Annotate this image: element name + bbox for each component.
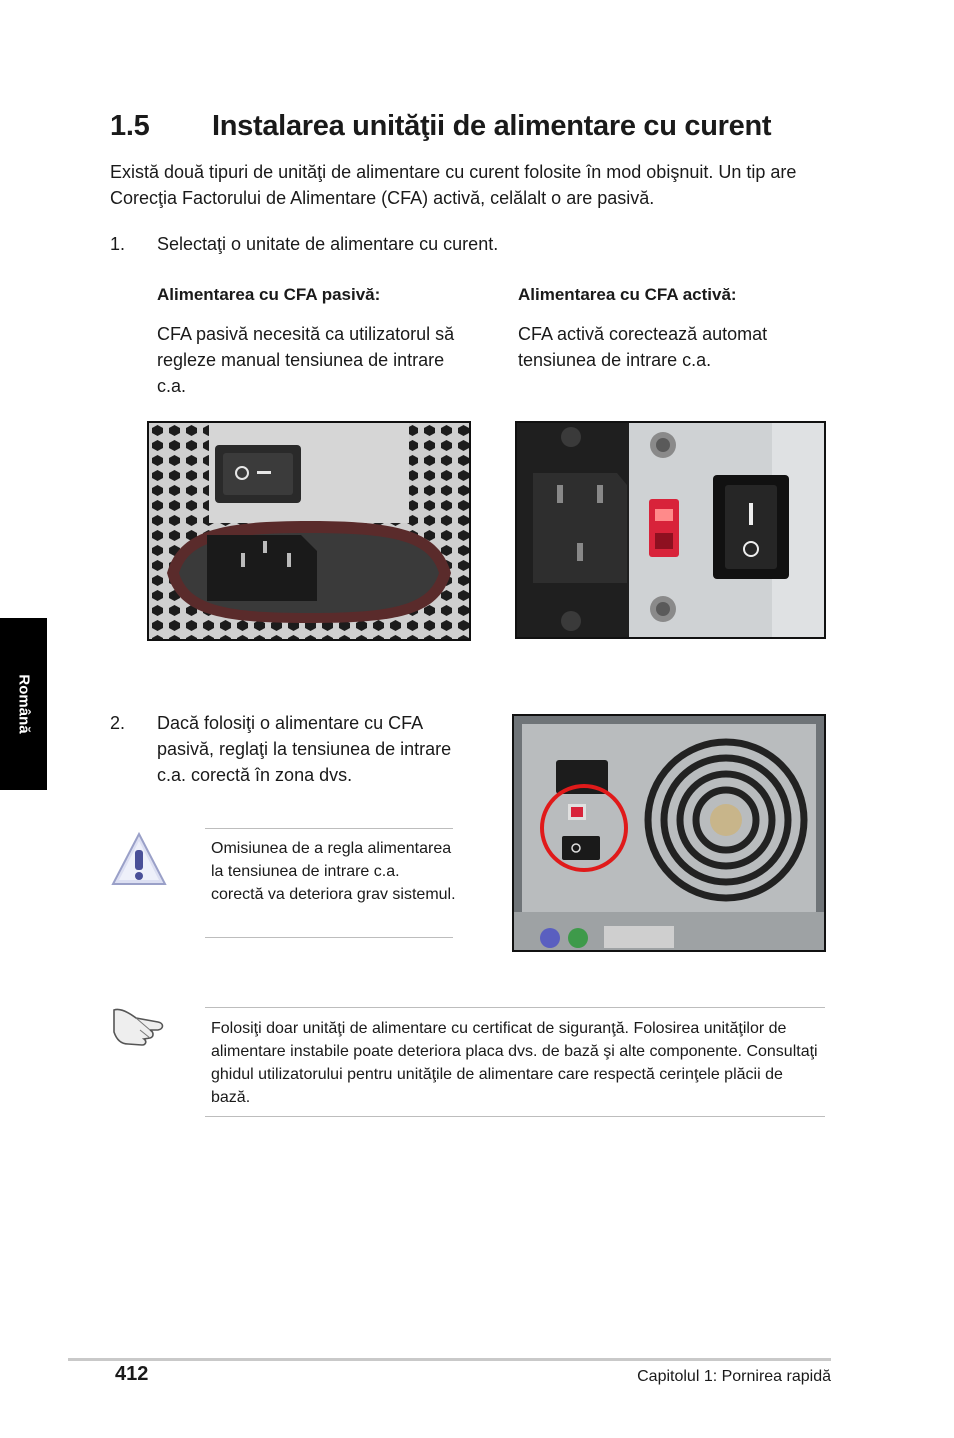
hand-note-icon <box>110 1004 168 1048</box>
language-label: Română <box>15 674 32 734</box>
active-text: CFA activă corectează automat tensiunea de intrare c.a. <box>518 324 768 370</box>
warning-rule-top <box>205 828 453 829</box>
step2-number: 2. <box>110 713 126 733</box>
step1-number: 1. <box>110 234 126 254</box>
active-title: Alimentarea cu CFA activă: <box>518 285 737 304</box>
info-rule-bottom <box>205 1116 825 1117</box>
chapter-title: Capitolul 1: Pornirea rapidă <box>637 1368 831 1385</box>
warning-rule-bottom <box>205 937 453 938</box>
language-side-tab <box>0 618 47 790</box>
section-title: Instalarea unităţii de alimentare cu curent <box>212 110 772 142</box>
step1-text: Selectaţi o unitate de alimentare cu curent. <box>157 234 499 254</box>
info-note-text: Folosiţi doar unităţi de alimentare cu certificat de siguranţă. Folosirea unităţilor de alimentare instabile poate deteriora placa dvs. de bază şi alte componente. Consultaţi ghidul utilizatorului pentru unităţile de alimentare care respectă cerinţele plăcii de bază. <box>211 1020 818 1106</box>
footer-rule <box>68 1358 831 1361</box>
intro-paragraph: Există două tipuri de unităţi de alimentare cu curent folosite în mod obişnuit. Un tip are Corecţia Factorului de Alimentare (CFA) activă, celălalt o are pasivă. <box>110 162 797 208</box>
section-heading <box>110 110 771 143</box>
warning-note-text: Omisiunea de a regla alimentarea la tensiunea de intrare c.a. corectă va deteriora grav sistemul. <box>211 840 456 903</box>
passive-title: Alimentarea cu CFA pasivă: <box>157 285 381 304</box>
section-number: 1.5 <box>110 110 150 142</box>
step2-text: Dacă folosiţi o alimentare cu CFA pasivă, reglaţi la tensiunea de intrare c.a. corectă în zona dvs. <box>157 713 452 785</box>
pc-rear-photo <box>512 714 826 952</box>
passive-text: CFA pasivă necesită ca utilizatorul să regleze manual tensiunea de intrare c.a. <box>157 324 455 396</box>
passive-psu-photo <box>147 421 471 641</box>
active-psu-photo <box>515 421 826 639</box>
page-number: 412 <box>115 1363 149 1385</box>
info-rule-top <box>205 1007 825 1008</box>
warning-triangle-icon <box>110 830 168 888</box>
